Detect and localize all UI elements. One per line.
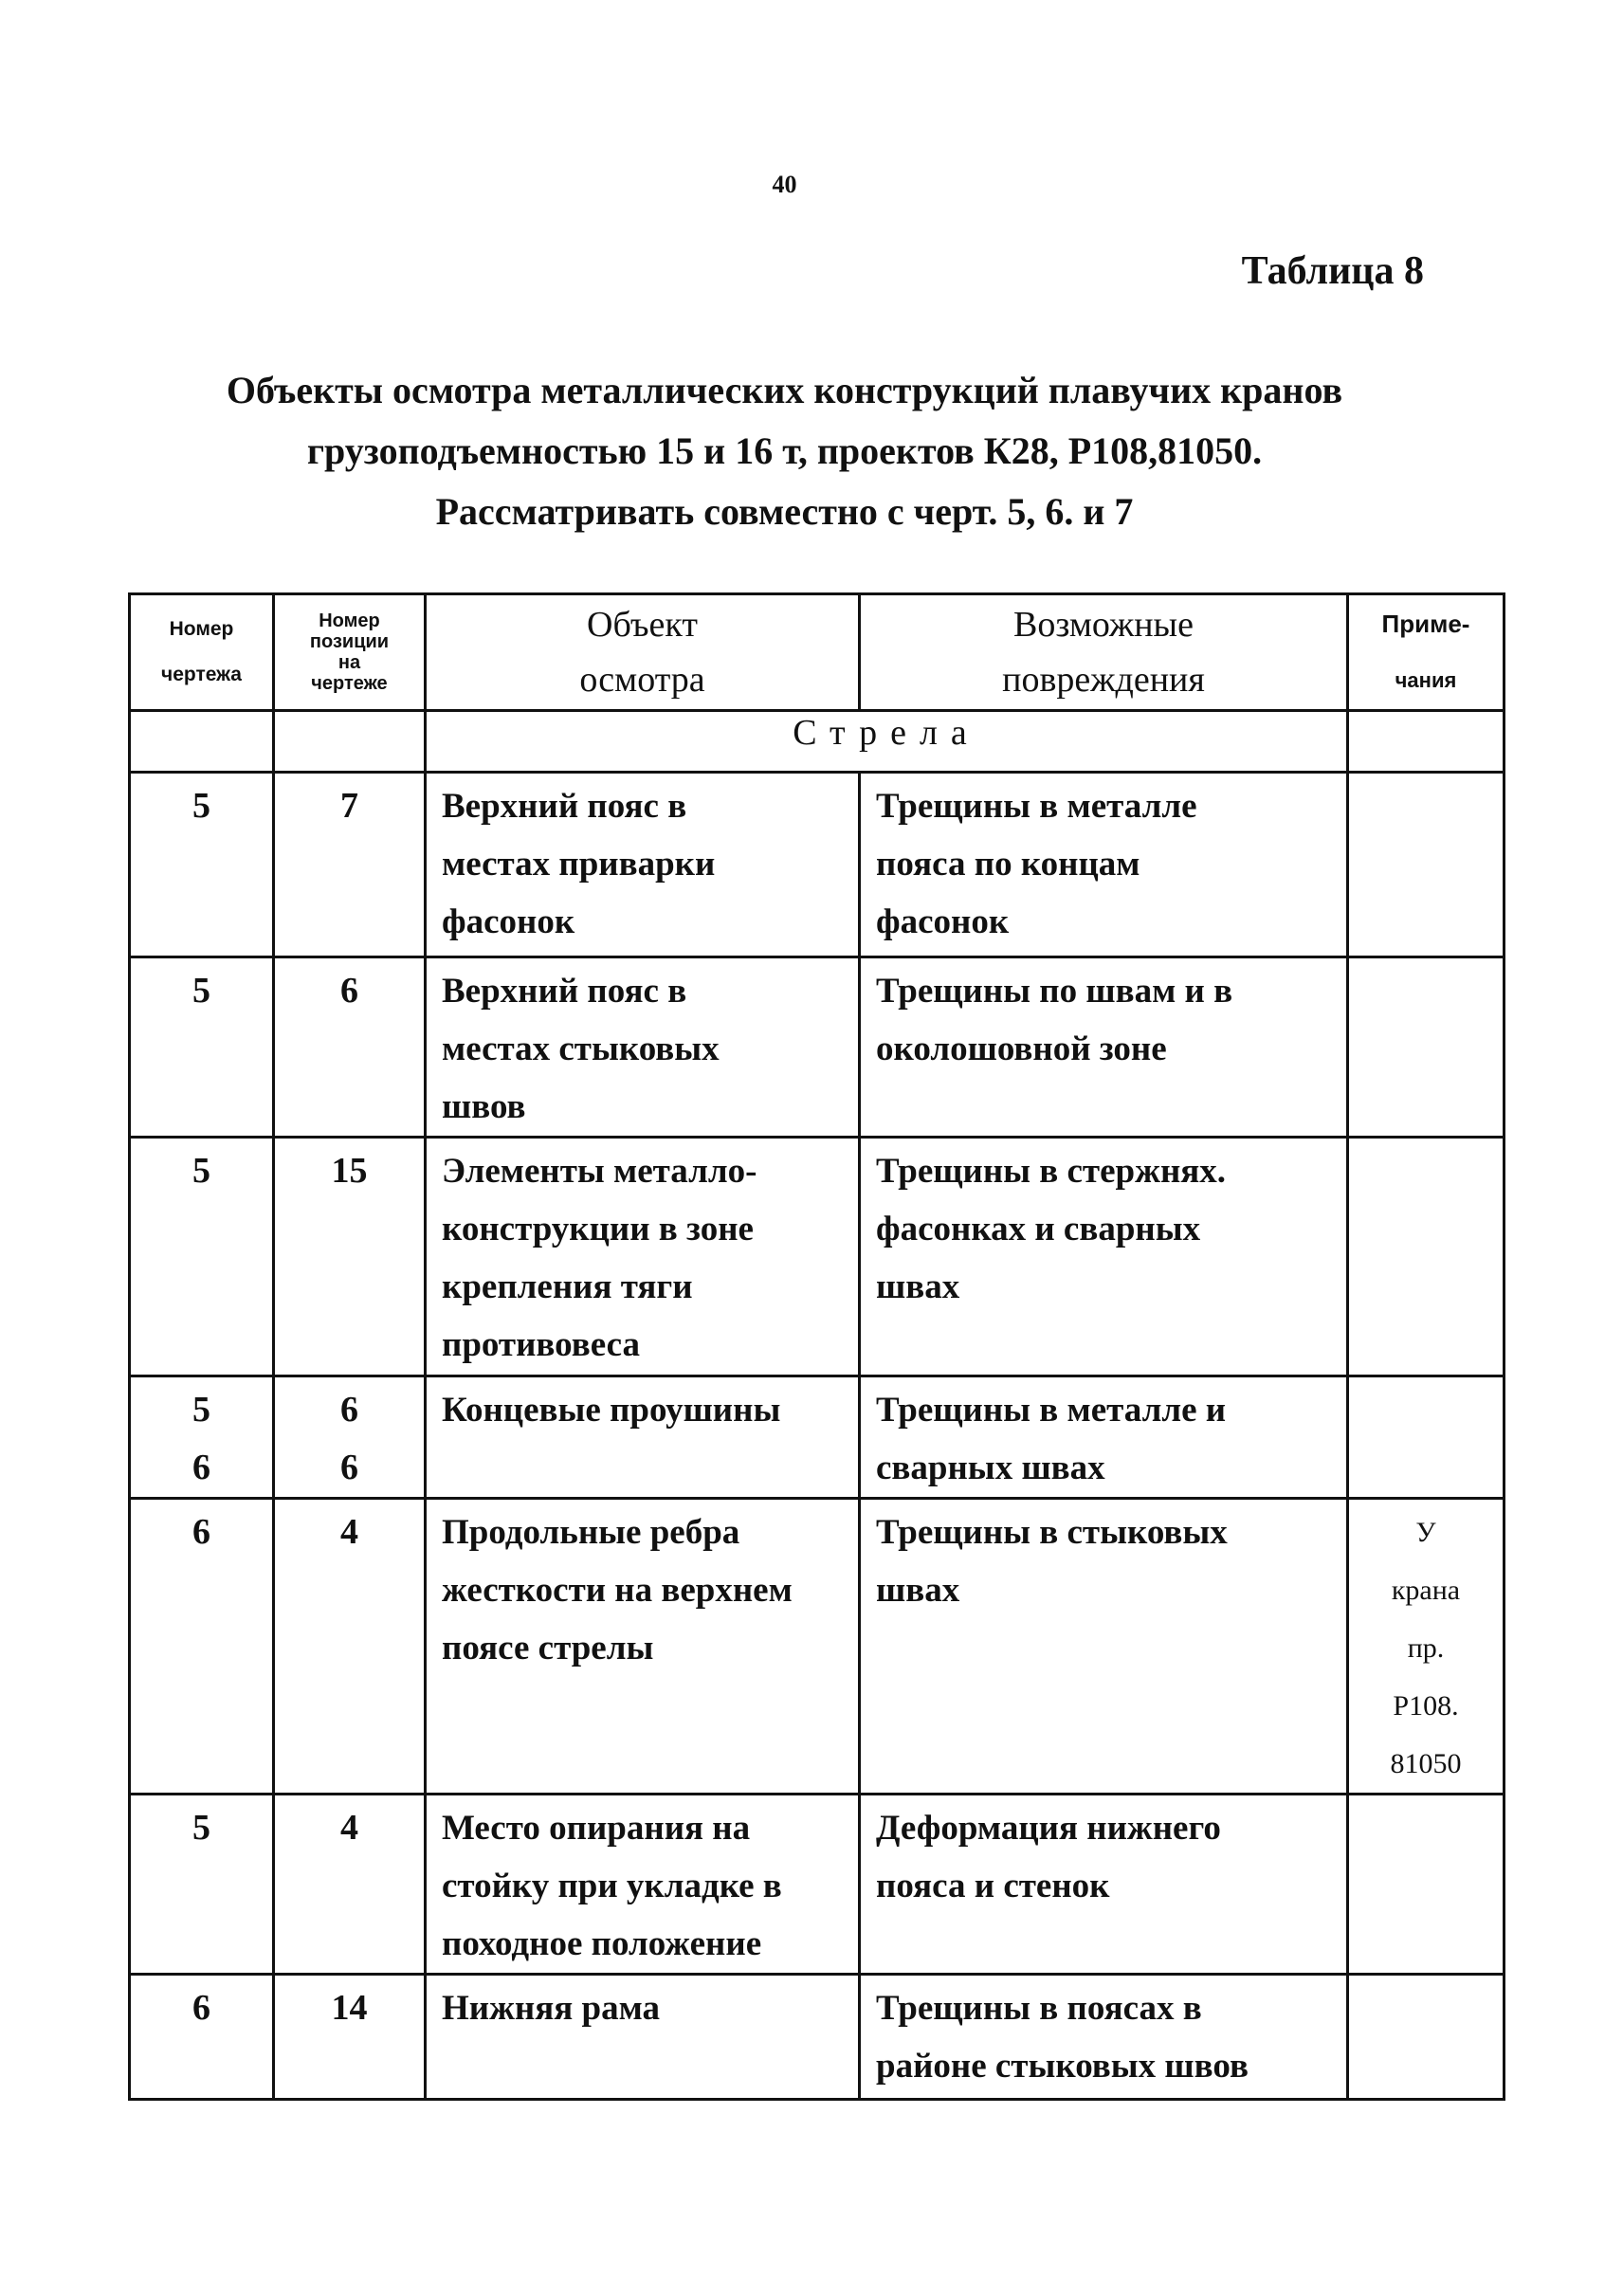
- cell-text: швов: [442, 1087, 526, 1126]
- object-cell: [426, 1499, 860, 1795]
- cell-text: 6: [340, 971, 358, 1011]
- table-row: [130, 1376, 1504, 1499]
- damage-cell: [860, 957, 1348, 1138]
- header-object: [426, 594, 860, 711]
- header-damage: [860, 594, 1348, 711]
- damage-cell: [860, 1138, 1348, 1376]
- object-cell: [426, 1795, 860, 1975]
- cell-text: 6: [192, 1448, 210, 1487]
- cell-text: 7: [340, 786, 358, 826]
- header-text: повреждения: [1002, 660, 1205, 700]
- header-text: чертежа: [161, 664, 242, 685]
- position-number-cell: [274, 1138, 426, 1376]
- cell-text: стойку при укладке в: [442, 1867, 782, 1905]
- empty-cell: [1348, 711, 1504, 773]
- cell-text: 5: [192, 971, 210, 1011]
- table-row: [130, 1975, 1504, 2100]
- cell-text: походное положение: [442, 1924, 762, 1963]
- cell-text: 6: [340, 1390, 358, 1430]
- inspection-table: [128, 592, 1505, 2101]
- notes-cell: [1348, 1499, 1504, 1795]
- cell-text: крепления тяги: [442, 1267, 693, 1306]
- drawing-number-cell: [130, 1975, 274, 2100]
- position-number-cell: [274, 1376, 426, 1499]
- cell-text: Нижняя рама: [442, 1989, 661, 2028]
- header-notes: [1348, 594, 1504, 711]
- table-row: [130, 957, 1504, 1138]
- header-text: Номер: [169, 618, 234, 640]
- position-number-cell: [274, 1975, 426, 2100]
- cell-text: Р108.: [1393, 1690, 1459, 1722]
- header-text: чертеже: [311, 673, 388, 694]
- title-line: грузоподъемностью 15 и 16 т, проектов К28, Р108,81050.: [306, 429, 1263, 472]
- cell-text: швах: [876, 1571, 960, 1610]
- drawing-number-cell: [130, 957, 274, 1138]
- object-cell: [426, 1376, 860, 1499]
- drawing-number-cell: [130, 1795, 274, 1975]
- cell-text: Верхний пояс в: [442, 972, 687, 1011]
- cell-text: Трещины в металле и: [876, 1391, 1227, 1430]
- header-position-number: [274, 594, 426, 711]
- cell-text: 14: [331, 1988, 368, 2028]
- cell-text: 5: [192, 1151, 210, 1191]
- cell-text: Концевые проушины: [442, 1391, 781, 1430]
- section-title: Стрела: [426, 711, 1348, 773]
- cell-text: Деформация нижнего: [876, 1809, 1221, 1848]
- position-number-cell: [274, 1499, 426, 1795]
- page-number: 40: [772, 171, 797, 198]
- header-text: позиции: [309, 631, 390, 652]
- header-text: осмотра: [579, 660, 705, 700]
- table-header-row: [130, 594, 1504, 711]
- table-row: [130, 1138, 1504, 1376]
- cell-text: Трещины в поясах в: [876, 1989, 1202, 2028]
- damage-cell: [860, 1975, 1348, 2100]
- cell-text: пояса по концам: [876, 845, 1140, 884]
- notes-cell: [1348, 1975, 1504, 2100]
- cell-text: конструкции в зоне: [442, 1210, 754, 1248]
- cell-text: 4: [340, 1808, 358, 1848]
- cell-text: фасонках и сварных: [876, 1210, 1201, 1248]
- cell-text: районе стыковых швов: [876, 2047, 1249, 2086]
- drawing-number-cell: [130, 1138, 274, 1376]
- cell-text: пояса и стенок: [876, 1867, 1110, 1905]
- cell-text: околошовной зоне: [876, 1030, 1167, 1068]
- cell-text: жесткости на верхнем: [442, 1571, 793, 1610]
- empty-cell: [130, 711, 274, 773]
- notes-cell: [1348, 1138, 1504, 1376]
- header-drawing-number: [130, 594, 274, 711]
- cell-text: 4: [340, 1512, 358, 1552]
- cell-text: фасонок: [876, 902, 1010, 941]
- cell-text: пр.: [1407, 1632, 1445, 1664]
- object-cell: [426, 773, 860, 957]
- cell-text: 5: [192, 786, 210, 826]
- drawing-number-cell: [130, 773, 274, 957]
- cell-text: Продольные ребра: [442, 1513, 740, 1552]
- header-text: на: [337, 652, 361, 673]
- table-row: [130, 1499, 1504, 1795]
- position-number-cell: [274, 773, 426, 957]
- empty-cell: [274, 711, 426, 773]
- cell-text: противовеса: [442, 1325, 640, 1364]
- damage-cell: [860, 1795, 1348, 1975]
- cell-text: 6: [192, 1988, 210, 2028]
- header-text: Приме-: [1381, 610, 1470, 638]
- title-line: Рассматривать совместно с черт. 5, 6. и 7: [435, 490, 1134, 533]
- cell-text: Трещины в металле: [876, 787, 1197, 826]
- cell-text: 15: [331, 1151, 368, 1191]
- header-text: Номер: [319, 610, 380, 631]
- notes-cell: [1348, 1376, 1504, 1499]
- cell-text: Элементы металло-: [442, 1152, 757, 1191]
- notes-cell: [1348, 1795, 1504, 1975]
- table-row: [130, 1795, 1504, 1975]
- object-cell: [426, 1138, 860, 1376]
- drawing-number-cell: [130, 1376, 274, 1499]
- position-number-cell: [274, 957, 426, 1138]
- notes-cell: [1348, 957, 1504, 1138]
- cell-text: У: [1415, 1517, 1436, 1548]
- damage-cell: [860, 1499, 1348, 1795]
- cell-text: 6: [340, 1448, 358, 1487]
- cell-text: 5: [192, 1808, 210, 1848]
- object-cell: [426, 957, 860, 1138]
- cell-text: Верхний пояс в: [442, 787, 687, 826]
- damage-cell: [860, 773, 1348, 957]
- header-text: Объект: [587, 605, 698, 645]
- cell-text: Трещины по швам и в: [876, 972, 1233, 1011]
- document-title: [0, 360, 1569, 542]
- cell-text: 81050: [1390, 1748, 1462, 1779]
- cell-text: фасонок: [442, 902, 575, 941]
- drawing-number-cell: [130, 1499, 274, 1795]
- cell-text: крана: [1391, 1575, 1461, 1606]
- cell-text: Трещины в стыковых: [876, 1513, 1228, 1552]
- cell-text: Место опирания на: [442, 1809, 751, 1848]
- object-cell: [426, 1975, 860, 2100]
- cell-text: сварных швах: [876, 1449, 1105, 1487]
- section-row: [130, 711, 1504, 773]
- damage-cell: [860, 1376, 1348, 1499]
- cell-text: местах приварки: [442, 845, 716, 884]
- cell-text: 6: [192, 1512, 210, 1552]
- header-text: чания: [1395, 668, 1457, 692]
- title-line: Объекты осмотра металлических конструкций плавучих кранов: [226, 369, 1343, 411]
- cell-text: швах: [876, 1267, 960, 1306]
- cell-text: местах стыковых: [442, 1030, 720, 1068]
- cell-text: поясе стрелы: [442, 1629, 654, 1667]
- position-number-cell: [274, 1795, 426, 1975]
- cell-text: 5: [192, 1390, 210, 1430]
- table-label: Таблица 8: [1241, 249, 1424, 293]
- table-row: [130, 773, 1504, 957]
- header-text: Возможные: [1013, 605, 1194, 645]
- notes-cell: [1348, 773, 1504, 957]
- cell-text: Трещины в стержнях.: [876, 1152, 1227, 1191]
